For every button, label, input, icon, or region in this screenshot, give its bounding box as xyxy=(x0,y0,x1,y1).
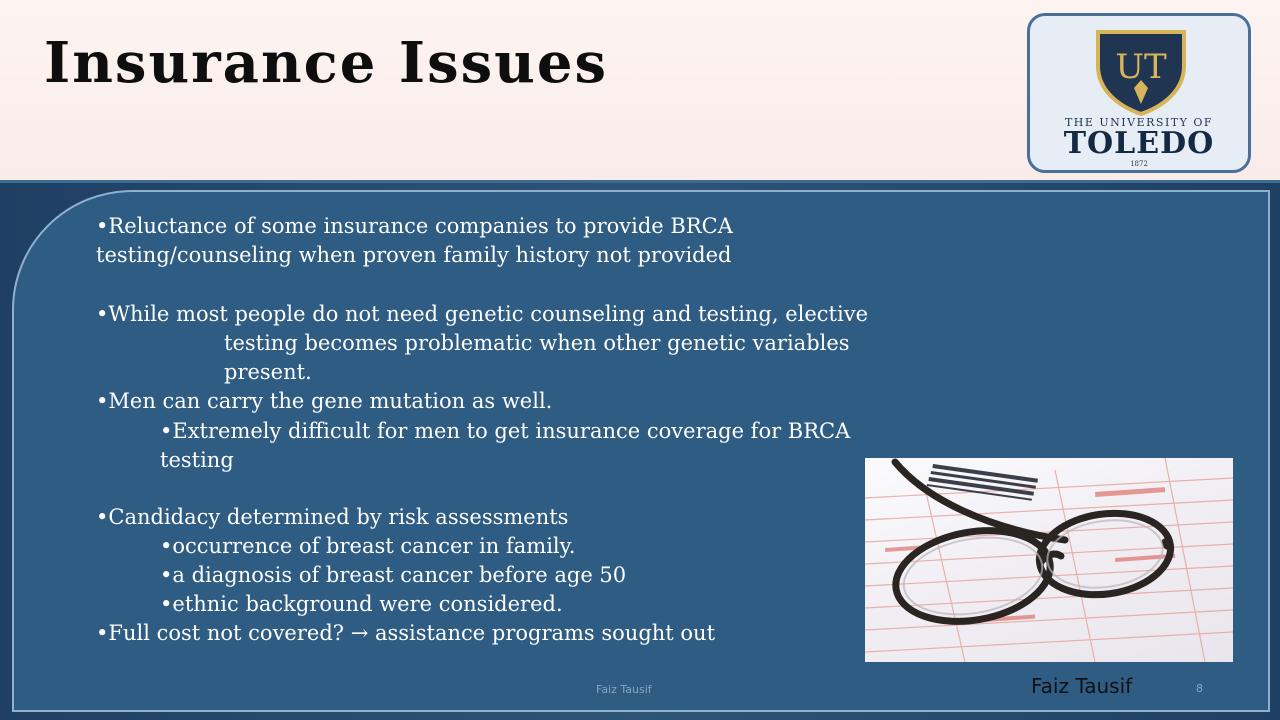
bullet-line: •Reluctance of some insurance companies to provide BRCA xyxy=(96,214,733,238)
shield-icon xyxy=(1092,26,1190,116)
bullet-line: testing becomes problematic when other genetic variables xyxy=(224,331,850,355)
bullet-line: testing/counseling when proven family history not provided xyxy=(96,243,732,267)
slide-title: Insurance Issues xyxy=(44,30,608,96)
bullet-line: testing xyxy=(160,448,234,472)
bullet-line: •Men can carry the gene mutation as well. xyxy=(96,389,553,413)
eyeglasses-icon xyxy=(865,458,1233,662)
eyeglasses-on-claim-form-photo xyxy=(865,458,1233,662)
logo-monogram: UT xyxy=(1115,47,1167,87)
bullet-line: •Extremely difficult for men to get insurance coverage for BRCA xyxy=(160,419,851,443)
bullet-line: •occurrence of breast cancer in family. xyxy=(160,534,576,558)
logo-text-line1: THE UNIVERSITY OF xyxy=(1064,116,1214,129)
footer-center-text: Faiz Tausif xyxy=(596,683,652,696)
bullet-line: •Full cost not covered? → assistance programs sought out xyxy=(96,621,716,645)
bullet-line: present. xyxy=(224,360,312,384)
logo-text-line2: TOLEDO xyxy=(1063,126,1215,161)
slide-number: 8 xyxy=(1196,682,1203,695)
footer-author: Faiz Tausif xyxy=(1031,674,1133,698)
bullet-line: •While most people do not need genetic counseling and testing, elective xyxy=(96,302,869,326)
slide-header xyxy=(0,0,1280,183)
bullet-line: •Candidacy determined by risk assessments xyxy=(96,505,569,529)
logo-text-line3: 1872 xyxy=(1130,160,1148,168)
bullet-line: •a diagnosis of breast cancer before age 50 xyxy=(160,563,627,587)
university-logo xyxy=(1027,13,1251,173)
bullet-line: •ethnic background were considered. xyxy=(160,592,563,616)
